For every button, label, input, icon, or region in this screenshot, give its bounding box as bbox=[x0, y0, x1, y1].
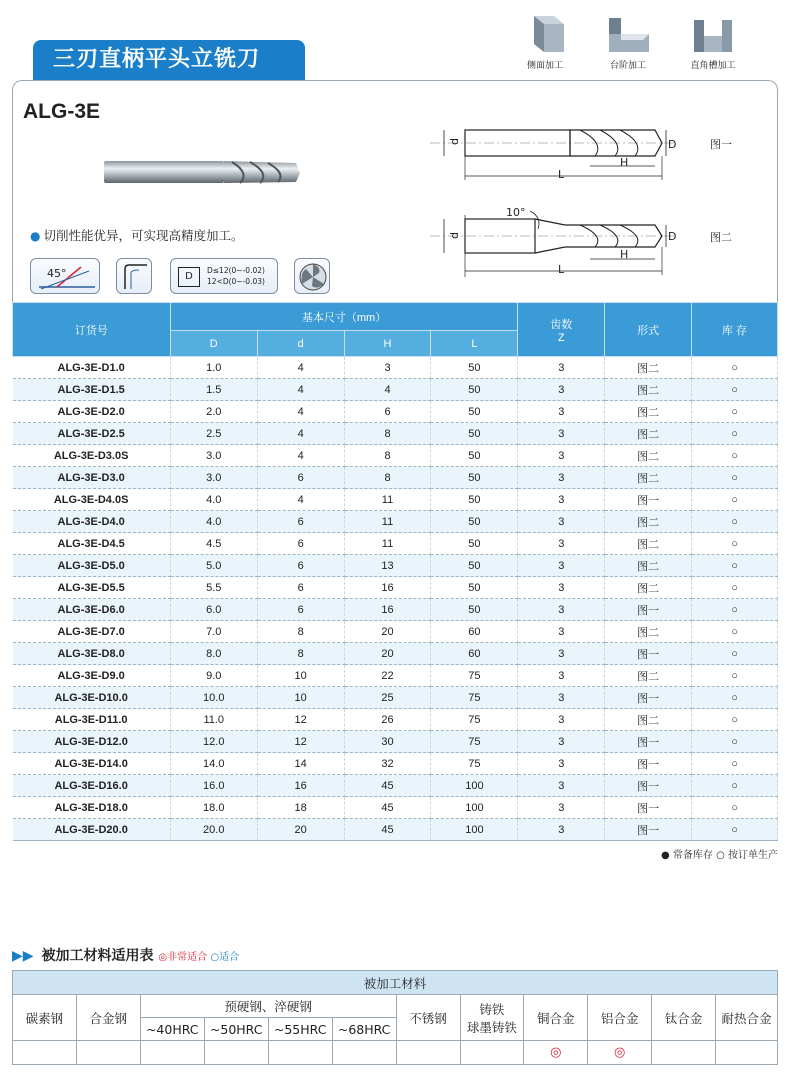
mat-h68: ~68HRC bbox=[332, 1018, 396, 1041]
process-label: 台阶加工 bbox=[609, 61, 646, 71]
table-cell: 75 bbox=[431, 753, 518, 775]
table-cell: 16.0 bbox=[170, 775, 257, 797]
table-cell: 32 bbox=[344, 753, 431, 775]
table-cell: 8 bbox=[257, 621, 344, 643]
tolerance-symbol: D bbox=[178, 267, 200, 287]
table-cell: ○ bbox=[692, 797, 778, 819]
spec-table bbox=[12, 302, 778, 841]
table-cell: 图二 bbox=[605, 621, 692, 643]
corner-shape-icon bbox=[116, 258, 152, 294]
table-cell: 2.5 bbox=[170, 423, 257, 445]
mat-aluminium: 铝合金 bbox=[588, 995, 652, 1041]
table-row bbox=[13, 489, 778, 511]
table-cell: 3 bbox=[518, 379, 605, 401]
table-row bbox=[13, 687, 778, 709]
table-cell: ○ bbox=[692, 731, 778, 753]
table-cell: 8.0 bbox=[170, 643, 257, 665]
col-d: d bbox=[257, 331, 344, 357]
table-cell: 5.0 bbox=[170, 555, 257, 577]
table-cell: 5.5 bbox=[170, 577, 257, 599]
table-cell: ALG-3E-D2.0 bbox=[13, 401, 171, 423]
table-cell: ○ bbox=[692, 599, 778, 621]
table-cell: ○ bbox=[692, 379, 778, 401]
table-cell: 30 bbox=[344, 731, 431, 753]
tolerance-line-2: 12<D(0~-0.03) bbox=[207, 277, 265, 286]
table-cell: 3.0 bbox=[170, 467, 257, 489]
table-cell: 3 bbox=[518, 775, 605, 797]
table-cell: 100 bbox=[431, 819, 518, 841]
table-row bbox=[13, 423, 778, 445]
table-cell: ALG-3E-D5.0 bbox=[13, 555, 171, 577]
table-cell: 7.0 bbox=[170, 621, 257, 643]
table-cell: ALG-3E-D4.0 bbox=[13, 511, 171, 533]
table-cell: 9.0 bbox=[170, 665, 257, 687]
table-cell: 45 bbox=[344, 819, 431, 841]
mat-carbon: 碳素钢 bbox=[13, 995, 77, 1041]
table-cell: 3 bbox=[518, 357, 605, 379]
table-cell: 图一 bbox=[605, 489, 692, 511]
table-cell: 图二 bbox=[605, 379, 692, 401]
table-cell: 3 bbox=[518, 687, 605, 709]
table-cell: 20.0 bbox=[170, 819, 257, 841]
process-label: 直角槽加工 bbox=[690, 61, 736, 71]
table-cell: 75 bbox=[431, 665, 518, 687]
table-cell: 3 bbox=[518, 511, 605, 533]
table-cell: ALG-3E-D5.5 bbox=[13, 577, 171, 599]
table-cell: 图二 bbox=[605, 665, 692, 687]
table-cell: ○ bbox=[692, 577, 778, 599]
table-cell: 图二 bbox=[605, 555, 692, 577]
table-cell: 3 bbox=[518, 709, 605, 731]
page-title: 三刃直柄平头立铣刀 bbox=[33, 40, 305, 80]
materials-group-title: 被加工材料 bbox=[13, 971, 778, 995]
table-cell: 3 bbox=[518, 533, 605, 555]
table-row bbox=[13, 357, 778, 379]
table-cell: 50 bbox=[431, 511, 518, 533]
table-row bbox=[13, 445, 778, 467]
table-cell: 6 bbox=[257, 577, 344, 599]
table-cell: 4 bbox=[257, 401, 344, 423]
table-cell: 50 bbox=[431, 577, 518, 599]
tool-photo bbox=[100, 155, 305, 190]
dim-L-fig2: L bbox=[558, 263, 565, 276]
table-cell: 4 bbox=[257, 357, 344, 379]
drawing-fig2 bbox=[430, 205, 680, 280]
table-cell: 12 bbox=[257, 731, 344, 753]
table-cell: ○ bbox=[692, 621, 778, 643]
table-cell: 50 bbox=[431, 489, 518, 511]
slot-milling-icon bbox=[688, 12, 738, 56]
dim-H-fig1: H bbox=[620, 156, 629, 169]
table-cell: ALG-3E-D18.0 bbox=[13, 797, 171, 819]
table-cell: 22 bbox=[344, 665, 431, 687]
table-cell: ○ bbox=[692, 709, 778, 731]
table-cell: 2.0 bbox=[170, 401, 257, 423]
table-cell: 50 bbox=[431, 401, 518, 423]
table-cell: 50 bbox=[431, 533, 518, 555]
drawing-fig1 bbox=[430, 120, 680, 185]
table-cell: 图二 bbox=[605, 445, 692, 467]
table-cell: 6 bbox=[257, 511, 344, 533]
table-cell: 25 bbox=[344, 687, 431, 709]
table-cell: 100 bbox=[431, 775, 518, 797]
table-cell: ○ bbox=[692, 533, 778, 555]
table-cell: 图一 bbox=[605, 731, 692, 753]
dim-d-fig2: d bbox=[448, 232, 461, 239]
table-cell: 12 bbox=[257, 709, 344, 731]
table-cell: ALG-3E-D8.0 bbox=[13, 643, 171, 665]
mat-copper: 铜合金 bbox=[524, 995, 588, 1041]
table-row bbox=[13, 577, 778, 599]
table-cell: 3 bbox=[518, 621, 605, 643]
table-cell: 图二 bbox=[605, 401, 692, 423]
double-arrow-icon: ▶▶ bbox=[12, 948, 34, 964]
table-cell: ALG-3E-D4.5 bbox=[13, 533, 171, 555]
table-cell: 3 bbox=[518, 401, 605, 423]
table-row bbox=[13, 797, 778, 819]
table-cell: 图二 bbox=[605, 577, 692, 599]
table-cell: 11.0 bbox=[170, 709, 257, 731]
table-row bbox=[13, 731, 778, 753]
table-cell: 100 bbox=[431, 797, 518, 819]
table-cell: ○ bbox=[692, 665, 778, 687]
table-cell: 3 bbox=[518, 731, 605, 753]
table-row bbox=[13, 379, 778, 401]
table-cell: 3 bbox=[518, 665, 605, 687]
table-cell: 50 bbox=[431, 379, 518, 401]
stock-legend: ● 常备库存 ○ 按订单生产 bbox=[661, 850, 778, 861]
table-cell: ALG-3E-D9.0 bbox=[13, 665, 171, 687]
table-cell: ○ bbox=[692, 753, 778, 775]
table-cell: 4 bbox=[257, 423, 344, 445]
table-cell: 4.0 bbox=[170, 511, 257, 533]
helix-angle-dim: 10° bbox=[506, 206, 526, 219]
table-cell: 3 bbox=[518, 797, 605, 819]
material-suitability bbox=[652, 1041, 716, 1065]
step-milling-icon bbox=[603, 12, 653, 56]
table-cell: 13 bbox=[344, 555, 431, 577]
table-row bbox=[13, 599, 778, 621]
table-cell: 图一 bbox=[605, 643, 692, 665]
table-row bbox=[13, 511, 778, 533]
bullet-icon: ● bbox=[30, 229, 41, 243]
process-slot bbox=[678, 12, 748, 71]
model-name: ALG-3E bbox=[23, 100, 101, 123]
table-cell: 75 bbox=[431, 731, 518, 753]
table-cell: ○ bbox=[692, 357, 778, 379]
table-cell: ALG-3E-D4.0S bbox=[13, 489, 171, 511]
table-cell: 10 bbox=[257, 665, 344, 687]
dim-L-fig1: L bbox=[558, 168, 565, 181]
table-cell: ○ bbox=[692, 467, 778, 489]
table-cell: 50 bbox=[431, 357, 518, 379]
table-cell: ○ bbox=[692, 643, 778, 665]
table-cell: 60 bbox=[431, 621, 518, 643]
table-cell: ALG-3E-D11.0 bbox=[13, 709, 171, 731]
table-cell: 20 bbox=[257, 819, 344, 841]
table-cell: 图二 bbox=[605, 423, 692, 445]
table-cell: ALG-3E-D7.0 bbox=[13, 621, 171, 643]
table-cell: 3 bbox=[518, 643, 605, 665]
table-cell: 6 bbox=[257, 467, 344, 489]
process-label: 侧面加工 bbox=[526, 61, 563, 71]
material-suitability bbox=[332, 1041, 396, 1065]
table-cell: 26 bbox=[344, 709, 431, 731]
table-cell: 3 bbox=[344, 357, 431, 379]
table-cell: ○ bbox=[692, 445, 778, 467]
dim-d-fig1: d bbox=[448, 138, 461, 145]
table-cell: ○ bbox=[692, 511, 778, 533]
table-cell: ○ bbox=[692, 775, 778, 797]
table-cell: 1.5 bbox=[170, 379, 257, 401]
tolerance-line-1: D≤12(0~-0.02) bbox=[207, 266, 265, 275]
table-cell: 11 bbox=[344, 533, 431, 555]
mat-titanium: 钛合金 bbox=[652, 995, 716, 1041]
table-cell: 3.0 bbox=[170, 445, 257, 467]
table-cell: 16 bbox=[344, 577, 431, 599]
material-suitability bbox=[460, 1041, 524, 1065]
table-cell: 图二 bbox=[605, 511, 692, 533]
table-cell: ALG-3E-D16.0 bbox=[13, 775, 171, 797]
table-cell: 8 bbox=[344, 445, 431, 467]
table-cell: 45 bbox=[344, 775, 431, 797]
table-cell: 4 bbox=[257, 379, 344, 401]
table-cell: 4 bbox=[257, 489, 344, 511]
table-cell: 3 bbox=[518, 467, 605, 489]
col-dims: 基本尺寸（mm） bbox=[170, 303, 518, 331]
mat-h50: ~50HRC bbox=[204, 1018, 268, 1041]
materials-heading: ▶▶ 被加工材料适用表 ◎非常适合 ○适合 bbox=[12, 948, 240, 964]
material-suitability bbox=[396, 1041, 460, 1065]
table-cell: 45 bbox=[344, 797, 431, 819]
table-cell: ○ bbox=[692, 401, 778, 423]
table-cell: ALG-3E-D1.0 bbox=[13, 357, 171, 379]
dim-D-fig1: D bbox=[668, 138, 677, 151]
table-cell: 8 bbox=[344, 423, 431, 445]
material-suitability: ◎ bbox=[588, 1041, 652, 1065]
table-cell: ALG-3E-D12.0 bbox=[13, 731, 171, 753]
table-cell: 3 bbox=[518, 555, 605, 577]
table-cell: ALG-3E-D2.5 bbox=[13, 423, 171, 445]
table-cell: 8 bbox=[344, 467, 431, 489]
material-suitability bbox=[140, 1041, 204, 1065]
table-cell: 6.0 bbox=[170, 599, 257, 621]
table-cell: 10.0 bbox=[170, 687, 257, 709]
material-suitability: ◎ bbox=[524, 1041, 588, 1065]
table-cell: 3 bbox=[518, 577, 605, 599]
table-cell: 11 bbox=[344, 489, 431, 511]
table-row bbox=[13, 643, 778, 665]
table-cell: 6 bbox=[257, 599, 344, 621]
col-teeth: 齿数 Z bbox=[518, 303, 605, 357]
flute-count-icon bbox=[294, 258, 330, 294]
table-row bbox=[13, 665, 778, 687]
table-cell: 8 bbox=[257, 643, 344, 665]
table-cell: ○ bbox=[692, 489, 778, 511]
table-cell: 4.5 bbox=[170, 533, 257, 555]
table-cell: ALG-3E-D6.0 bbox=[13, 599, 171, 621]
table-row bbox=[13, 753, 778, 775]
material-suitability bbox=[204, 1041, 268, 1065]
table-cell: 3 bbox=[518, 753, 605, 775]
table-cell: 图一 bbox=[605, 775, 692, 797]
material-suitability bbox=[268, 1041, 332, 1065]
table-cell: 75 bbox=[431, 687, 518, 709]
table-cell: 4 bbox=[257, 445, 344, 467]
mat-h55: ~55HRC bbox=[268, 1018, 332, 1041]
table-cell: ○ bbox=[692, 423, 778, 445]
table-cell: 3 bbox=[518, 489, 605, 511]
table-cell: 20 bbox=[344, 621, 431, 643]
mat-hardened: 预硬钢、淬硬钢 bbox=[140, 995, 396, 1018]
table-cell: 3 bbox=[518, 423, 605, 445]
col-order: 订货号 bbox=[13, 303, 171, 357]
col-stock: 库 存 bbox=[692, 303, 778, 357]
table-cell: 4 bbox=[344, 379, 431, 401]
table-cell: 3 bbox=[518, 819, 605, 841]
mat-h40: ~40HRC bbox=[140, 1018, 204, 1041]
table-cell: 图一 bbox=[605, 819, 692, 841]
dim-H-fig2: H bbox=[620, 248, 629, 261]
col-L: L bbox=[431, 331, 518, 357]
table-row bbox=[13, 401, 778, 423]
table-cell: ALG-3E-D10.0 bbox=[13, 687, 171, 709]
table-cell: 3 bbox=[518, 599, 605, 621]
feature-text: ● 切削性能优异，可实现高精度加工。 bbox=[30, 228, 244, 243]
table-cell: 50 bbox=[431, 423, 518, 445]
tolerance-icon bbox=[170, 258, 278, 294]
table-cell: 20 bbox=[344, 643, 431, 665]
table-cell: 18 bbox=[257, 797, 344, 819]
table-cell: 图一 bbox=[605, 797, 692, 819]
note-very-suitable: ◎非常适合 bbox=[158, 952, 208, 963]
note-suitable: ○适合 bbox=[210, 952, 240, 963]
table-cell: 14.0 bbox=[170, 753, 257, 775]
table-cell: 16 bbox=[344, 599, 431, 621]
table-cell: ○ bbox=[692, 687, 778, 709]
col-D: D bbox=[170, 331, 257, 357]
table-cell: 图一 bbox=[605, 687, 692, 709]
materials-table bbox=[12, 970, 778, 1065]
side-milling-icon bbox=[520, 12, 570, 56]
table-cell: 图一 bbox=[605, 599, 692, 621]
table-row bbox=[13, 533, 778, 555]
table-cell: 10 bbox=[257, 687, 344, 709]
col-form: 形式 bbox=[605, 303, 692, 357]
table-cell: 16 bbox=[257, 775, 344, 797]
table-row bbox=[13, 775, 778, 797]
table-cell: 14 bbox=[257, 753, 344, 775]
table-cell: ALG-3E-D1.5 bbox=[13, 379, 171, 401]
table-cell: 12.0 bbox=[170, 731, 257, 753]
helix-angle-icon bbox=[30, 258, 100, 294]
table-cell: 图二 bbox=[605, 467, 692, 489]
fig2-label: 图二 bbox=[710, 231, 732, 244]
helix-angle-label: 45° bbox=[47, 267, 67, 280]
table-cell: 50 bbox=[431, 445, 518, 467]
process-side bbox=[510, 12, 580, 71]
table-cell: 3 bbox=[518, 445, 605, 467]
table-row bbox=[13, 467, 778, 489]
table-cell: 图二 bbox=[605, 533, 692, 555]
table-cell: 6 bbox=[257, 533, 344, 555]
table-cell: 75 bbox=[431, 709, 518, 731]
mat-stainless: 不锈钢 bbox=[396, 995, 460, 1041]
table-cell: 4.0 bbox=[170, 489, 257, 511]
table-cell: 18.0 bbox=[170, 797, 257, 819]
table-row bbox=[13, 555, 778, 577]
table-cell: 50 bbox=[431, 599, 518, 621]
process-step bbox=[593, 12, 663, 71]
table-cell: ALG-3E-D20.0 bbox=[13, 819, 171, 841]
table-cell: 6 bbox=[344, 401, 431, 423]
table-cell: 11 bbox=[344, 511, 431, 533]
table-cell: 图二 bbox=[605, 709, 692, 731]
mat-heat: 耐热合金 bbox=[716, 995, 778, 1041]
table-cell: ALG-3E-D3.0S bbox=[13, 445, 171, 467]
material-suitability bbox=[13, 1041, 77, 1065]
fig1-label: 图一 bbox=[710, 138, 732, 151]
table-cell: 60 bbox=[431, 643, 518, 665]
table-row bbox=[13, 819, 778, 841]
table-cell: 图一 bbox=[605, 753, 692, 775]
table-cell: 图二 bbox=[605, 357, 692, 379]
mat-alloy: 合金钢 bbox=[76, 995, 140, 1041]
table-cell: 1.0 bbox=[170, 357, 257, 379]
table-cell: ALG-3E-D14.0 bbox=[13, 753, 171, 775]
table-cell: 50 bbox=[431, 555, 518, 577]
dim-D-fig2: D bbox=[668, 230, 677, 243]
mat-cast: 铸铁 球墨铸铁 bbox=[460, 995, 524, 1041]
table-row bbox=[13, 709, 778, 731]
table-row bbox=[13, 621, 778, 643]
material-suitability bbox=[716, 1041, 778, 1065]
table-cell: ○ bbox=[692, 555, 778, 577]
table-cell: 50 bbox=[431, 467, 518, 489]
table-cell: ○ bbox=[692, 819, 778, 841]
col-H: H bbox=[344, 331, 431, 357]
material-suitability bbox=[76, 1041, 140, 1065]
table-cell: ALG-3E-D3.0 bbox=[13, 467, 171, 489]
table-cell: 6 bbox=[257, 555, 344, 577]
